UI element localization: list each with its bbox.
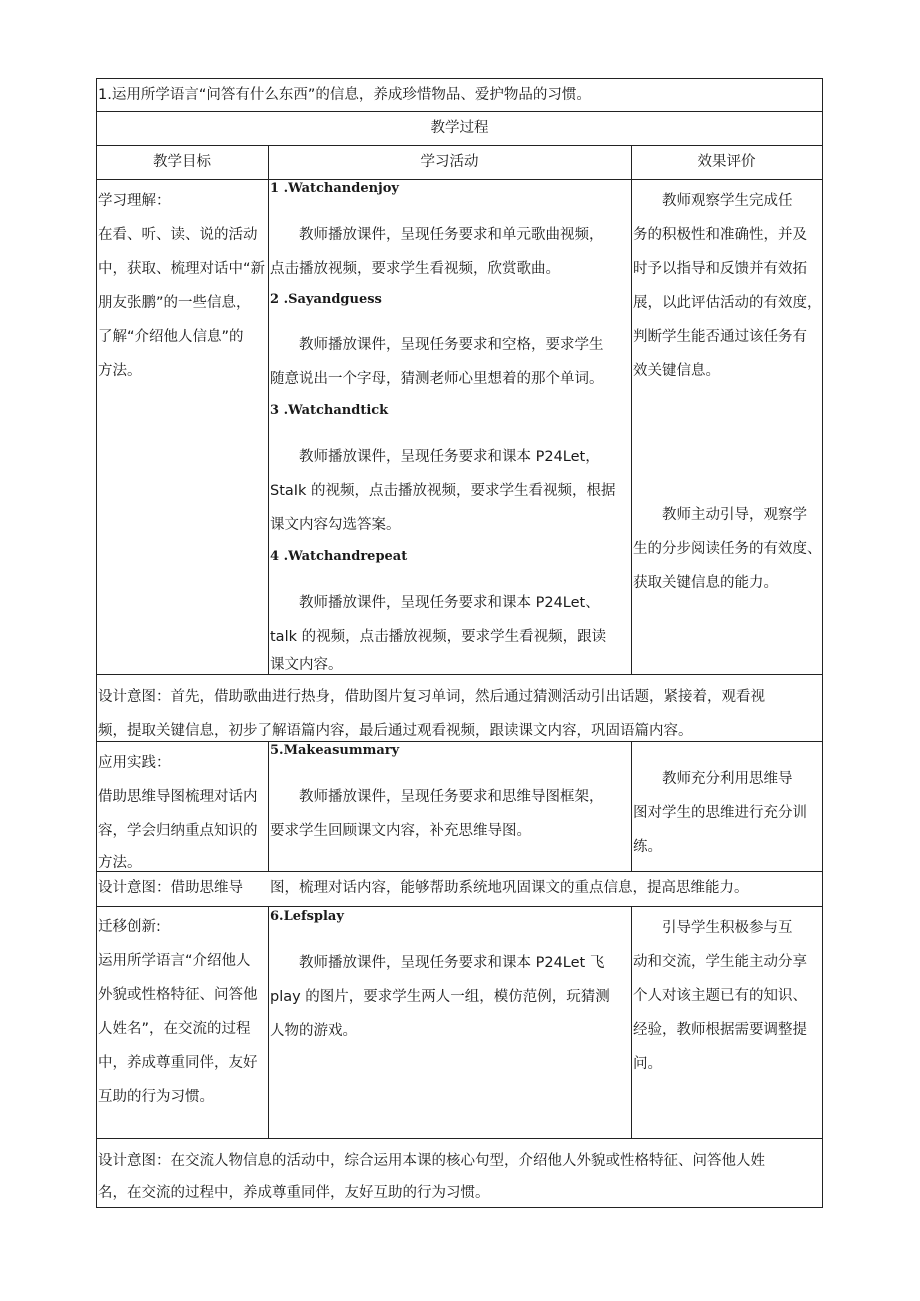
eval-line: 动和交流，学生能主动分享 (633, 954, 807, 970)
goal-line: 方法。 (98, 855, 142, 871)
step-title: 3 .Watchandtick (270, 403, 389, 418)
eval-line: 时予以指导和反馈并有效拓 (633, 261, 807, 277)
step-line: 教师播放课件，呈现任务要求和思维导图框架， (299, 789, 604, 805)
eval-line: 个人对该主题已有的知识、 (633, 988, 807, 1004)
step-line: 点击播放视频，要求学生看视频，欣赏歌曲。 (270, 261, 560, 277)
goal-line: 学习理解： (98, 193, 171, 209)
eval-line: 练。 (633, 839, 662, 855)
step-title: 2 .Sayandguess (270, 292, 382, 307)
goal-line: 方法。 (98, 363, 142, 379)
eval-line: 判断学生能否通过该任务有 (633, 329, 807, 345)
eval-line: 务的积极性和准确性，并及 (633, 227, 807, 243)
header-evaluation: 效果评价 (697, 154, 756, 170)
step-title: 5.Makeasummary (270, 743, 400, 758)
goal-line: 运用所学语言“介绍他人 (98, 953, 251, 969)
step-line: 课文内容勾选答案。 (270, 517, 401, 533)
section-title: 教学过程 (430, 120, 489, 136)
column-divider-1 (268, 906, 269, 1138)
goal-line: 中，养成尊重同伴，友好 (98, 1055, 258, 1071)
step-line: StaIk 的视频，点击播放视频，要求学生看视频，根据 (270, 483, 616, 499)
eval-line: 图对学生的思维进行充分训 (633, 805, 807, 821)
goal-line: 应用实践： (98, 755, 171, 771)
goal-line: 朋友张鹏”的一些信息， (98, 295, 251, 311)
design-line: 名，在交流的过程中，养成尊重同伴，友好互助的行为习惯。 (98, 1185, 490, 1201)
design-line: 设计意图：借助思维导 (98, 880, 243, 896)
header-goal: 教学目标 (153, 154, 211, 170)
step-line: 教师播放课件，呈现任务要求和空格，要求学生 (299, 337, 604, 353)
step-line: 教师播放课件，呈现任务要求和课本 P24Let， (299, 449, 600, 465)
step-line: 教师播放课件，呈现任务要求和课本 P24Let 飞 (299, 955, 605, 971)
step-title: 6.Lefsplay (270, 909, 344, 924)
eval-line: 生的分步阅读任务的有效度、 (633, 541, 822, 557)
design-line: 图，梳理对话内容，能够帮助系统地巩固课文的重点信息，提高思维能力。 (270, 880, 749, 896)
eval-line: 获取关键信息的能力。 (633, 575, 778, 591)
step-title: 1 .Watchandenjoy (270, 181, 399, 196)
eval-line: 教师主动引导，观察学 (662, 507, 807, 523)
column-divider-2 (631, 145, 632, 674)
design-line: 设计意图：在交流人物信息的活动中，综合运用本课的核心句型，介绍他人外貌或性格特征、问答他人姓 (98, 1153, 765, 1169)
column-divider-1 (268, 741, 269, 871)
goal-line: 在看、听、读、说的活动 (98, 227, 258, 243)
table-rule (96, 674, 823, 675)
step-line: 随意说出一个字母，猜测老师心里想着的那个单词。 (270, 371, 604, 387)
step-line: 课文内容。 (270, 657, 343, 673)
design-line: 频，提取关键信息，初步了解语篇内容，最后通过观看视频，跟读课文内容，巩固语篇内容。 (98, 723, 693, 739)
objective-row-text: 1.运用所学语言“问答有什么东西”的信息，养成珍惜物品、爱护物品的习惯。 (98, 87, 591, 103)
design-line: 设计意图：首先，借助歌曲进行热身，借助图片复习单词，然后通过猜测活动引出话题，紧接着，观看视 (98, 689, 765, 705)
goal-line: 借助思维导图梳理对话内 (98, 789, 258, 805)
column-divider-2 (631, 741, 632, 871)
step-line: 教师播放课件，呈现任务要求和单元歌曲视频， (299, 227, 604, 243)
table-border-left (96, 78, 97, 1207)
goal-line: 了解“介绍他人信息”的 (98, 329, 244, 345)
column-divider-2 (631, 906, 632, 1138)
eval-line: 教师充分利用思维导 (662, 771, 793, 787)
goal-line: 人姓名”，在交流的过程 (98, 1021, 251, 1037)
eval-line: 经验，教师根据需要调整提 (633, 1022, 807, 1038)
table-border-right (822, 78, 823, 1207)
step-title: 4 .Watchandrepeat (270, 549, 408, 564)
table-rule (96, 906, 823, 907)
eval-line: 展，以此评估活动的有效度， (633, 295, 822, 311)
eval-line: 教师观察学生完成任 (662, 193, 793, 209)
step-line: talk 的视频，点击播放视频，要求学生看视频，跟读 (270, 629, 607, 645)
table-rule (96, 1138, 823, 1139)
eval-line: 问。 (633, 1056, 662, 1072)
goal-line: 迁移创新: (98, 919, 161, 935)
goal-line: 互助的行为习惯。 (98, 1089, 214, 1105)
step-line: play 的图片，要求学生两人一组，模仿范例，玩猜测 (270, 989, 610, 1005)
column-divider-1 (268, 145, 269, 674)
step-line: 人物的游戏。 (270, 1023, 357, 1039)
header-activity: 学习活动 (420, 154, 479, 170)
eval-line: 引导学生积极参与互 (662, 920, 793, 936)
goal-line: 中，获取、梳理对话中“新 (98, 261, 266, 277)
goal-line: 容，学会归纳重点知识的 (98, 823, 258, 839)
step-line: 要求学生回顾课文内容，补充思维导图。 (270, 823, 531, 839)
goal-line: 外貌或性格特征、问答他 (98, 987, 258, 1003)
step-line: 教师播放课件，呈现任务要求和课本 P24Let、 (299, 595, 600, 611)
eval-line: 效关键信息。 (633, 363, 720, 379)
